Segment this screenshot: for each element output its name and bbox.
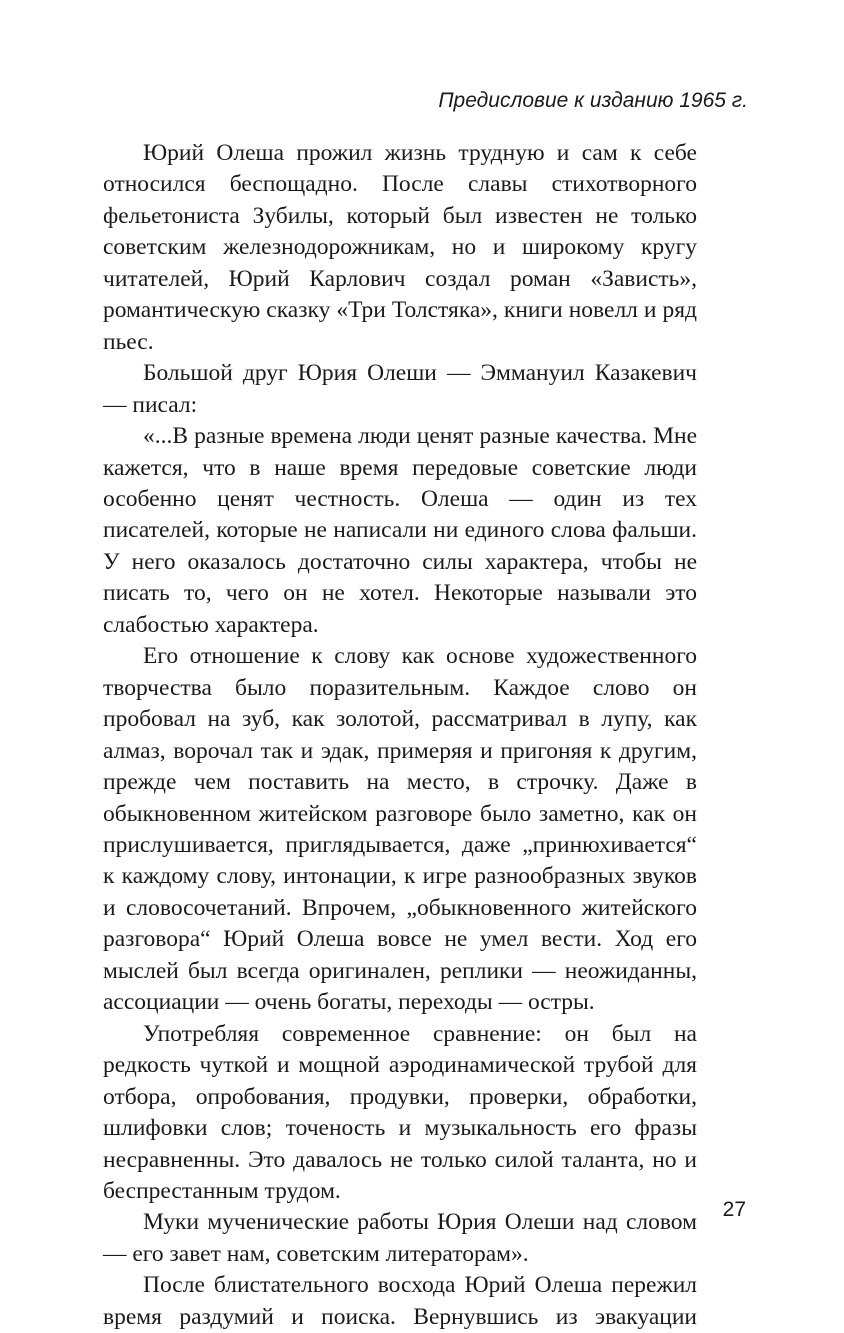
paragraph: Его отношение к слову как основе художественного творчества было поразительным. Каждое слово он пробовал на зуб, как золотой, рассматривал в лупу, как алмаз, ворочал так и эдак, примеряя и пригоняя к другим, прежде чем поставить на место, в строчку. Даже в обыкновенном житейском разговоре было заметно, как он прислушивается, приглядывается, даже „принюхивается“ к каждому слову, интонации, к игре разнообразных звуков и словосочетаний. Впрочем, „обыкновенного житейского разговора“ Юрий Олеша вовсе не умел вести. Ход его мыслей был всегда оригинален, реплики — неожиданны, ассоциации — очень богаты, переходы — остры. — [103, 643, 697, 1016]
paragraph: Юрий Олеша прожил жизнь трудную и сам к себе относился беспощадно. После славы стихотворного фельетониста Зубилы, который был известен не только советским железнодорожникам, но и широкому кругу читателей, Юрий Карлович создал роман «Зависть», романтическую сказку «Три Толстяка», книги новелл и ряд пьес. — [103, 140, 697, 355]
page-number: 27 — [722, 1198, 746, 1221]
paragraph: Муки мученические работы Юрия Олеши над словом — его завет нам, советским литераторам». — [103, 1209, 697, 1267]
paragraph: «...В разные времена люди ценят разные качества. Мне кажется, что в наше время передовые советские люди особенно ценят честность. Олеша — один из тех писателей, которые не написали ни единого слова фальши. У него оказалось достаточно силы характера, чтобы не писать то, чего он не хотел. Некоторые называли это слабостью характера. — [103, 423, 697, 638]
body-text — [103, 138, 697, 1333]
running-header: Предисловие к изданию 1965 г. — [438, 89, 748, 112]
paragraph: После блистательного восхода Юрий Олеша пережил время раздумий и поиска. Вернувшись из эвакуации — [103, 1272, 697, 1330]
paragraph: Большой друг Юрия Олеши — Эммануил Казакевич — писал: — [103, 360, 697, 418]
paragraph: Употребляя современное сравнение: он был на редкость чуткой и мощной аэродинамической трубой для отбора, опробования, продувки, проверки, обработки, шлифовки слов; точеность и музыкальность его фразы несравненны. Это давалось не только силой таланта, но и беспрестанным трудом. — [103, 1020, 697, 1204]
